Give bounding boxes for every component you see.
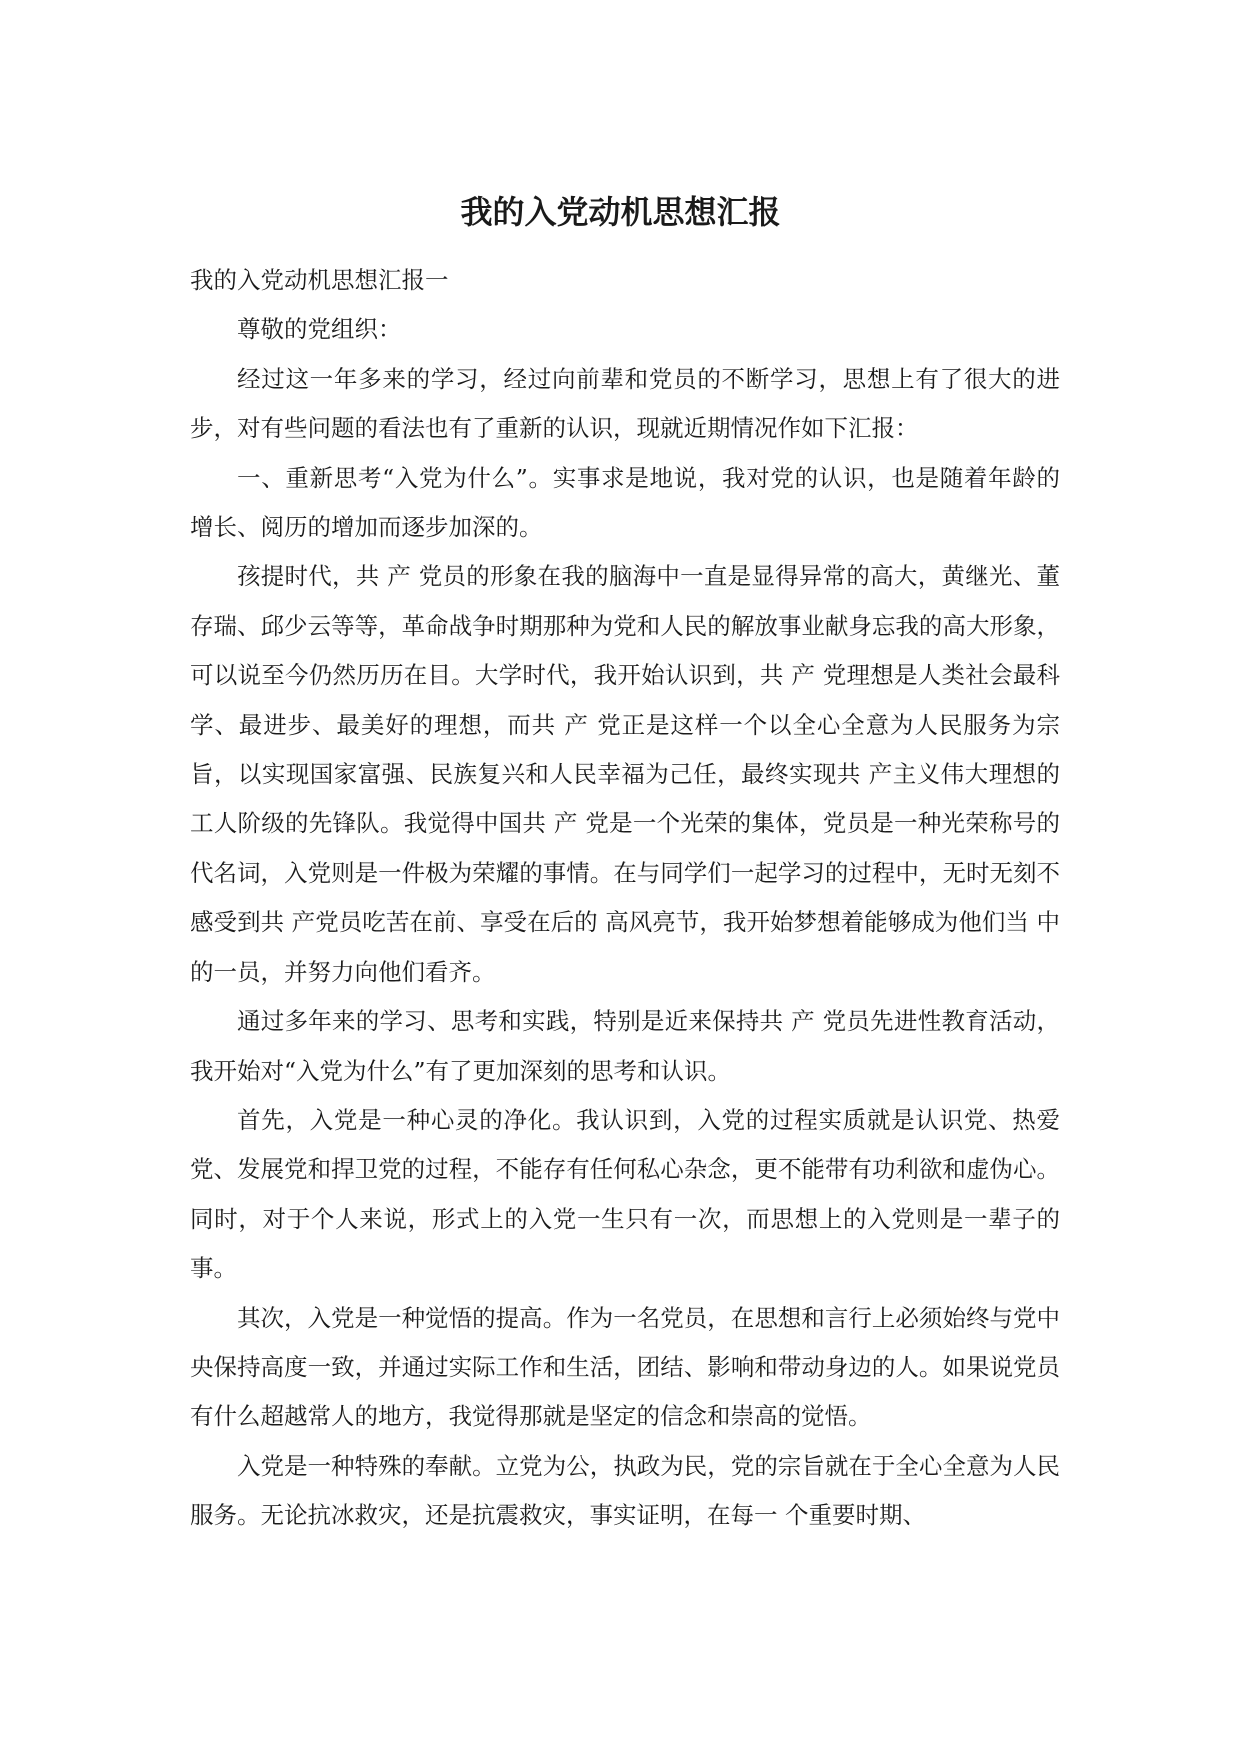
paragraph: 我的入党动机思想汇报一 <box>190 266 449 294</box>
paragraph: 通过多年来的学习、思考和实践，特别是近来保持共 产 党员先进性教育活动，我开始对“入党为什么”有了更加深刻的思考和认识。 <box>190 1007 1060 1085</box>
document-body <box>190 256 1060 1541</box>
paragraph: 一、重新思考“入党为什么”。实事求是地说，我对党的认识，也是随着年龄的增长、阅历的增加而逐步加深的。 <box>190 463 1060 542</box>
document-title: 我的入党动机思想汇报 <box>460 193 781 231</box>
paragraph: 其次，入党是一种觉悟的提高。作为一名党员，在思想和言行上必须始终与党中央保持高度一致，并通过实际工作和生活，团结、影响和带动身边的人。如果说党员有什么超越常人的地方，我觉得那就是坚定的信念和崇高的觉悟。 <box>190 1303 1060 1431</box>
paragraph: 经过这一年多来的学习，经过向前辈和党员的不断学习，思想上有了很大的进步，对有些问题的看法也有了重新的认识，现就近期情况作如下汇报： <box>190 364 1060 443</box>
paragraph: 入党是一种特殊的奉献。立党为公，执政为民，党的宗旨就在于全心全意为人民服务。无论抗冰救灾，还是抗震救灾，事实证明，在每一 个重要时期、 <box>190 1451 1060 1530</box>
paragraph: 尊敬的党组织： <box>237 315 402 344</box>
paragraph: 孩提时代，共 产 党员的形象在我的脑海中一直是显得异常的高大，黄继光、董存瑞、邱少云等等，革命战争时期那种为党和人民的解放事业献身忘我的高大形象，可以说至今仍然历历在目。大学时代，我开始认识到，共 产 党理想是人类社会最科学、最进步、最美好的理想，而共 产 党正是这样一个以全心全意为人民服务为宗 旨，以实现国家富强、民族复兴和人民幸福为己任，最终实现共 产主义伟大理想的工人阶级的先锋队。我觉得中国共 产 党是一个光荣的集体，党员是一种光荣称号的代名词，入党则是一件极为荣耀的事情。在与同学们一起学习的过程中，无时无刻不感受到共 产党员吃苦在前、享受在后的 高风亮节，我开始梦想着能够成为他们当 中的一员，并努力向他们看齐。 <box>190 562 1060 986</box>
paragraph: 首先，入党是一种心灵的净化。我认识到，入党的过程实质就是认识党、热爱党、发展党和捍卫党的过程，不能存有任何私心杂念，更不能带有功利欲和虚伪心。同时，对于个人来说，形式上的入党一生只有一次，而思想上的入党则是一辈子的事。 <box>190 1105 1060 1283</box>
